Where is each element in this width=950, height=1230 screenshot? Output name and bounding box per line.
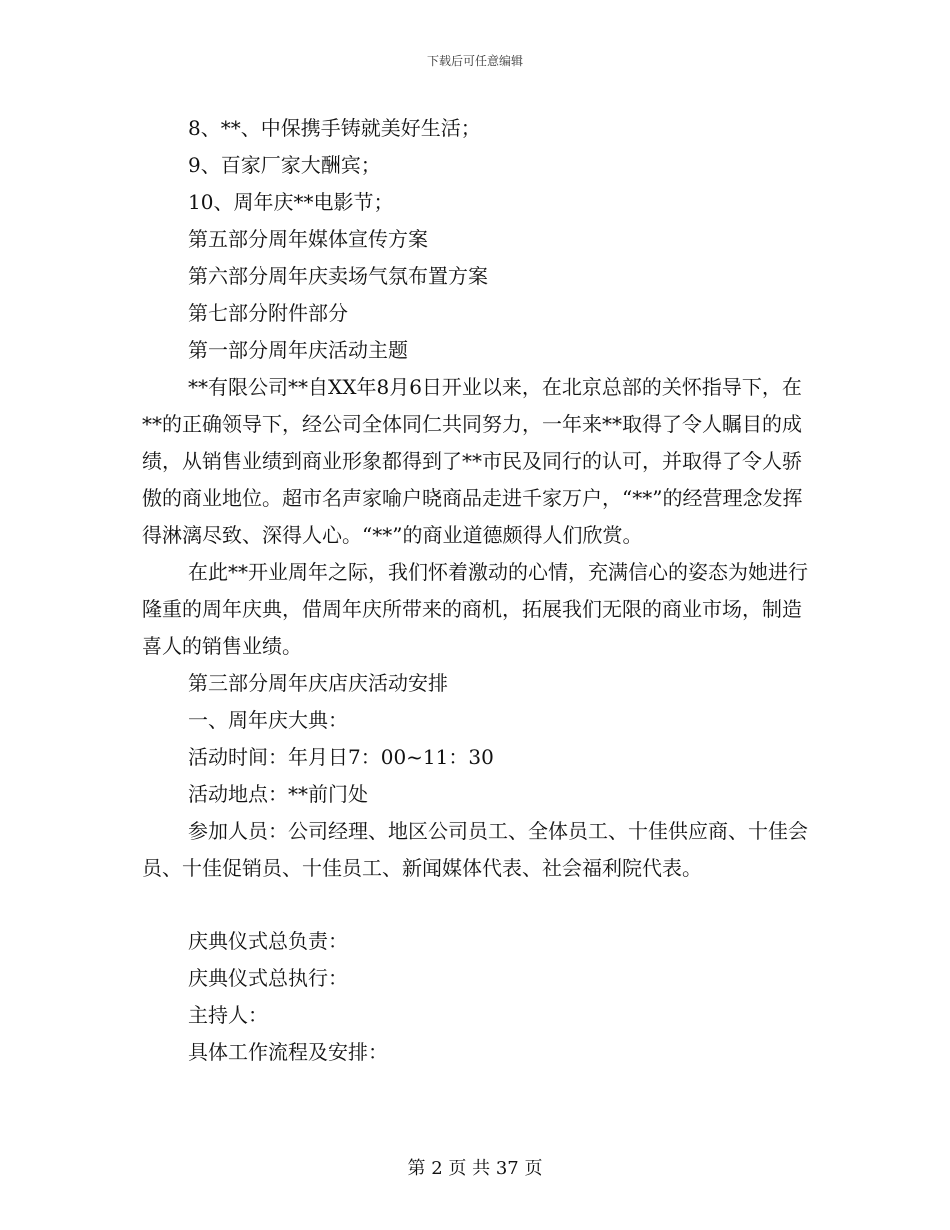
- workflow-heading: 具体工作流程及安排：: [188, 1040, 388, 1064]
- list-item-9: 9、百家厂家大酬宾；: [188, 153, 381, 177]
- page-footer: 第 2 页 共 37 页: [407, 1158, 543, 1179]
- event-time: 活动时间：年月日7：00~11：30: [188, 745, 494, 769]
- document-body: [142, 110, 808, 1071]
- section-heading-1: 第一部分周年庆活动主题: [188, 338, 408, 362]
- ceremony-executor: 庆典仪式总执行：: [188, 966, 348, 990]
- participants: 参加人员：公司经理、地区公司员工、全体员工、十佳供应商、十佳会员、十佳促销员、十佳员工、新闻媒体代表、社会福利院代表。: [142, 819, 808, 880]
- section-heading-7: 第七部分附件部分: [188, 301, 348, 325]
- event-location: 活动地点：**前门处: [188, 782, 368, 806]
- section-heading-3: 第三部分周年庆店庆活动安排: [188, 671, 448, 695]
- ceremony-lead: 庆典仪式总负责：: [188, 929, 348, 953]
- list-item-10: 10、周年庆**电影节；: [188, 190, 394, 214]
- section-heading-6: 第六部分周年庆卖场气氛布置方案: [188, 264, 488, 288]
- paragraph-intro: **有限公司**自XX年8月6日开业以来，在北京总部的关怀指导下，在**的正确领导下，经公司全体同仁共同努力，一年来**取得了令人瞩目的成绩，从销售业绩到商业形象都得到了**市民及同行的认可，并取得了令人骄傲的商业地位。超市名声家喻户晓商品走进千家万户，“**”的经营理念发挥得淋漓尽致、深得人心。“**”的商业道德颇得人们欣赏。: [142, 375, 803, 547]
- paragraph-anniversary: 在此**开业周年之际，我们怀着激动的心情，充满信心的姿态为她进行隆重的周年庆典，借周年庆所带来的商机，拓展我们无限的商业市场，制造喜人的销售业绩。: [142, 560, 808, 658]
- host: 主持人：: [188, 1003, 268, 1027]
- spacer: [142, 887, 808, 923]
- subheading-ceremony: 一、周年庆大典：: [188, 708, 348, 732]
- page-header: 下载后可任意编辑: [426, 54, 523, 68]
- section-heading-5: 第五部分周年媒体宣传方案: [188, 227, 428, 251]
- list-item-8: 8、**、中保携手铸就美好生活；: [188, 116, 481, 140]
